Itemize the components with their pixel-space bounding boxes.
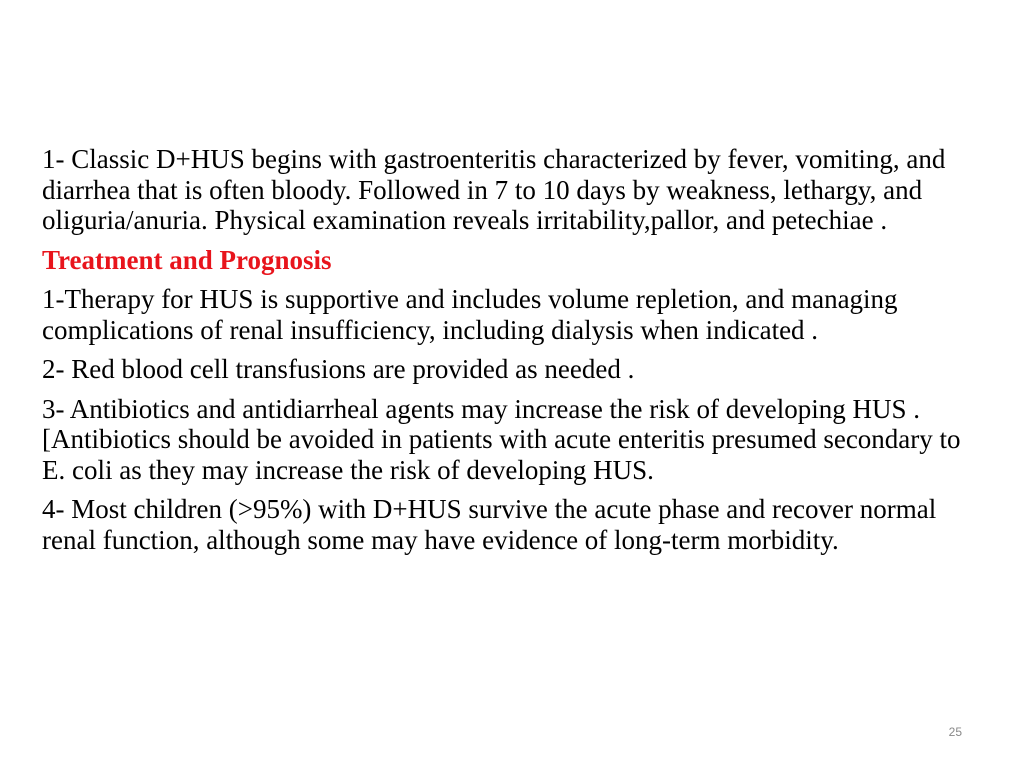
treatment-point-3: 3- Antibiotics and antidiarrheal agents may increase the risk of developing HUS . [Antibiotics should be avoided in patients with acute enteritis presumed secondary to E. coli as they may increase the risk of developing HUS. xyxy=(42,393,961,485)
treatment-point-1: 1-Therapy for HUS is supportive and includes volume repletion, and managing complications of renal insufficiency, including dialysis when indicated . xyxy=(42,284,898,345)
slide-body xyxy=(42,144,982,564)
treatment-point-2: 2- Red blood cell transfusions are provided as needed . xyxy=(42,354,635,384)
page-number: 25 xyxy=(948,725,962,739)
treatment-point-4: 4- Most children (>95%) with D+HUS survive the acute phase and recover normal renal function, although some may have evidence of long-term morbidity. xyxy=(42,494,937,555)
intro-paragraph: 1- Classic D+HUS begins with gastroenteritis characterized by fever, vomiting, and diarrhea that is often bloody. Followed in 7 to 10 days by weakness, lethargy, and oliguria/anuria. Physical examination reveals irritability,pallor, and petechiae . xyxy=(42,144,946,235)
section-heading: Treatment and Prognosis xyxy=(42,244,332,275)
